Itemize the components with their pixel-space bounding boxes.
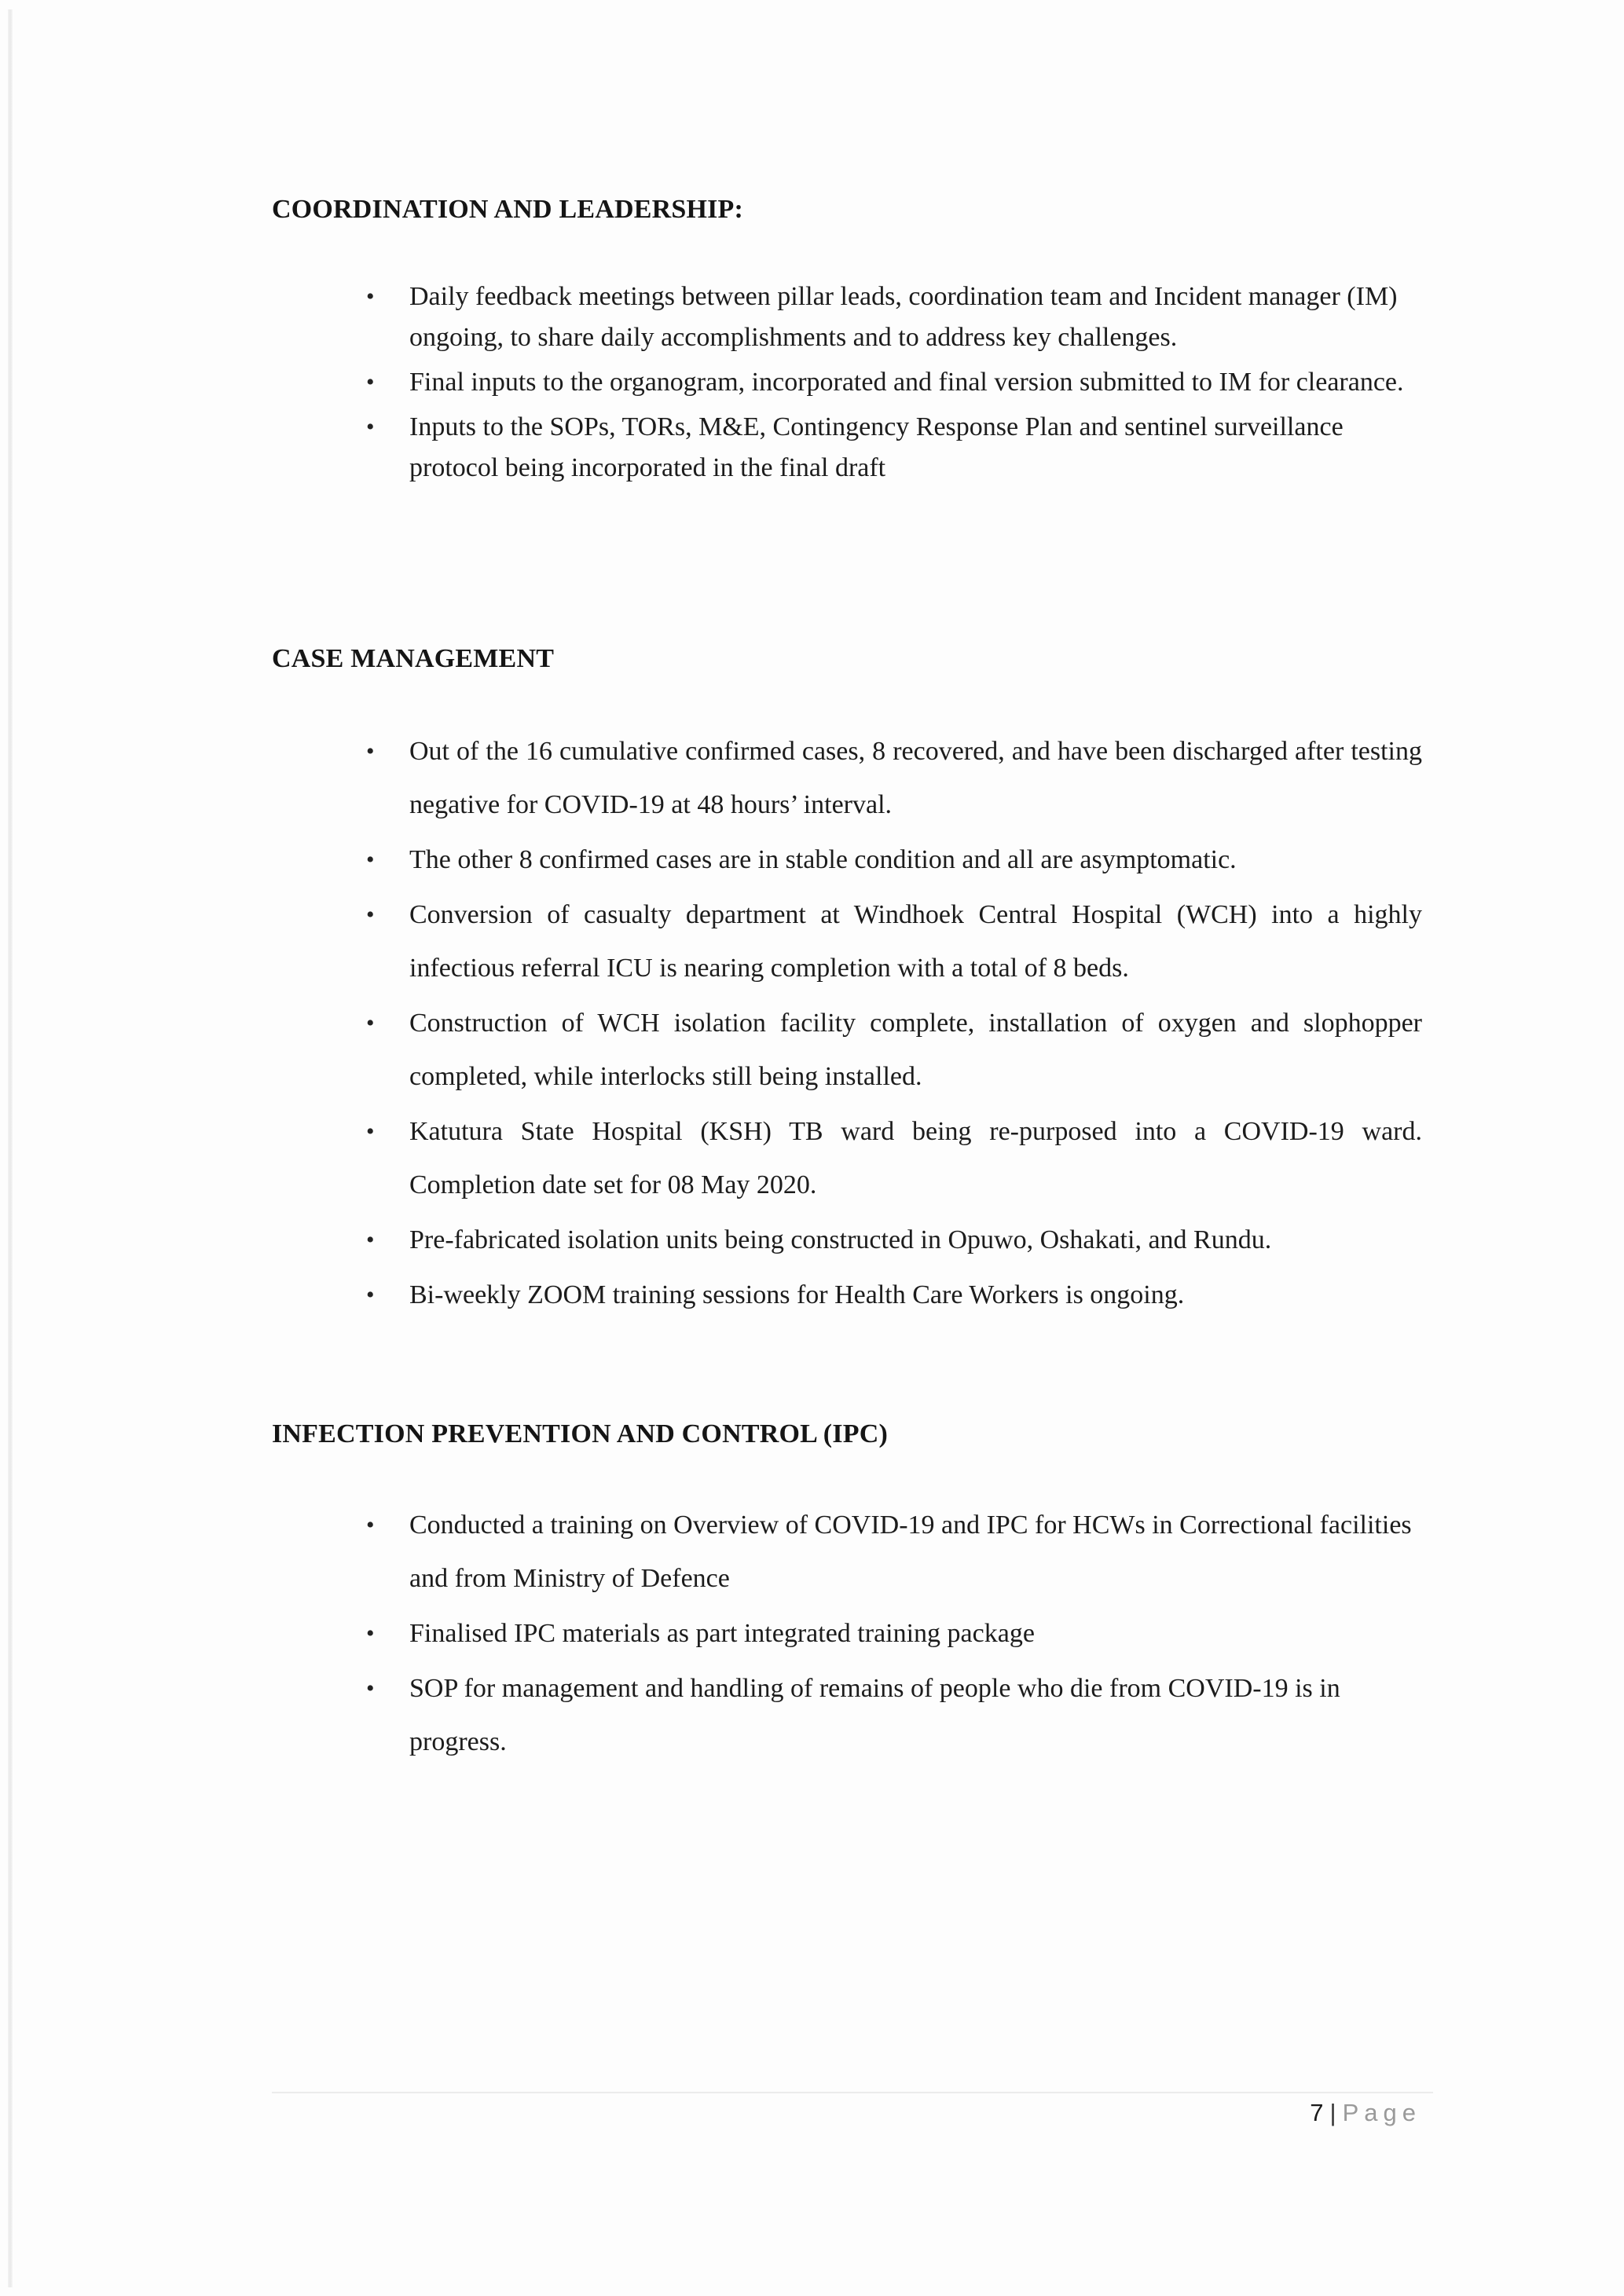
coordination-leadership-list (366, 276, 1422, 493)
list-item-text: SOP for management and handling of remains of people who die from COVID-19 is in progress. (409, 1674, 1340, 1756)
list-item-text: Out of the 16 cumulative confirmed cases, 8 recovered, and have been discharged after testing negative for COVID-19 at 48 hours’ interval. (409, 737, 1422, 819)
list-item-text: Final inputs to the organogram, incorporated and final version submitted to IM for clearance. (409, 368, 1404, 397)
page-number: 7 (1310, 2099, 1324, 2126)
bullet-icon: • (366, 414, 375, 440)
bullet-icon: • (366, 1119, 375, 1144)
list-item-text: Pre-fabricated isolation units being constructed in Opuwo, Oshakati, and Rundu. (409, 1225, 1272, 1254)
list-item (366, 276, 1422, 358)
bullet-icon: • (366, 1282, 375, 1308)
list-item (366, 725, 1422, 832)
page-separator: | (1329, 2099, 1336, 2126)
bullet-icon: • (366, 284, 375, 309)
page-label: Page (1342, 2099, 1421, 2126)
bullet-icon: • (366, 847, 375, 873)
footer-divider (272, 2092, 1433, 2093)
list-item-text: Daily feedback meetings between pillar leads, coordination team and Incident manager (IM) ongoing, to share daily accomplishments and to address key challenges. (409, 282, 1398, 352)
list-item (366, 1607, 1422, 1661)
heading-case-management: CASE MANAGEMENT (272, 644, 555, 673)
list-item-text: Katutura State Hospital (KSH) TB ward being re-purposed into a COVID-19 ward. Completion date set for 08 May 2020. (409, 1117, 1422, 1199)
list-item (366, 1214, 1422, 1267)
list-item (366, 407, 1422, 489)
list-item (366, 1662, 1422, 1769)
case-management-list (366, 725, 1422, 1324)
bullet-icon: • (366, 1620, 375, 1646)
list-item-text: Construction of WCH isolation facility complete, installation of oxygen and slophopper completed, while interlocks still being installed. (409, 1009, 1422, 1091)
bullet-icon: • (366, 1227, 375, 1253)
list-item-text: Conducted a training on Overview of COVID-19 and IPC for HCWs in Correctional facilities and from Ministry of Defence (409, 1511, 1412, 1593)
list-item (366, 997, 1422, 1104)
bullet-icon: • (366, 369, 375, 395)
list-item-text: Inputs to the SOPs, TORs, M&E, Contingency Response Plan and sentinel surveillance protocol being incorporated in the final draft (409, 412, 1344, 482)
bullet-icon: • (366, 738, 375, 764)
heading-infection-prevention-control: INFECTION PREVENTION AND CONTROL (IPC) (272, 1419, 889, 1448)
page-number-footer (1310, 2099, 1421, 2127)
list-item (366, 1105, 1422, 1212)
list-item-text: Bi-weekly ZOOM training sessions for Health Care Workers is ongoing. (409, 1280, 1185, 1309)
scan-edge (8, 9, 13, 2287)
list-item-text: Conversion of casualty department at Windhoek Central Hospital (WCH) into a highly infectious referral ICU is nearing completion with a total of 8 beds. (409, 900, 1422, 983)
list-item (366, 833, 1422, 887)
bullet-icon: • (366, 902, 375, 928)
ipc-list (366, 1499, 1422, 1771)
list-item (366, 1269, 1422, 1322)
list-item (366, 362, 1422, 403)
list-item (366, 1499, 1422, 1606)
list-item-text: The other 8 confirmed cases are in stable condition and all are asymptomatic. (409, 845, 1237, 874)
list-item-text: Finalised IPC materials as part integrated training package (409, 1619, 1035, 1648)
list-item (366, 888, 1422, 995)
bullet-icon: • (366, 1512, 375, 1538)
heading-coordination-leadership: COORDINATION AND LEADERSHIP: (272, 195, 744, 224)
bullet-icon: • (366, 1675, 375, 1701)
bullet-icon: • (366, 1010, 375, 1036)
